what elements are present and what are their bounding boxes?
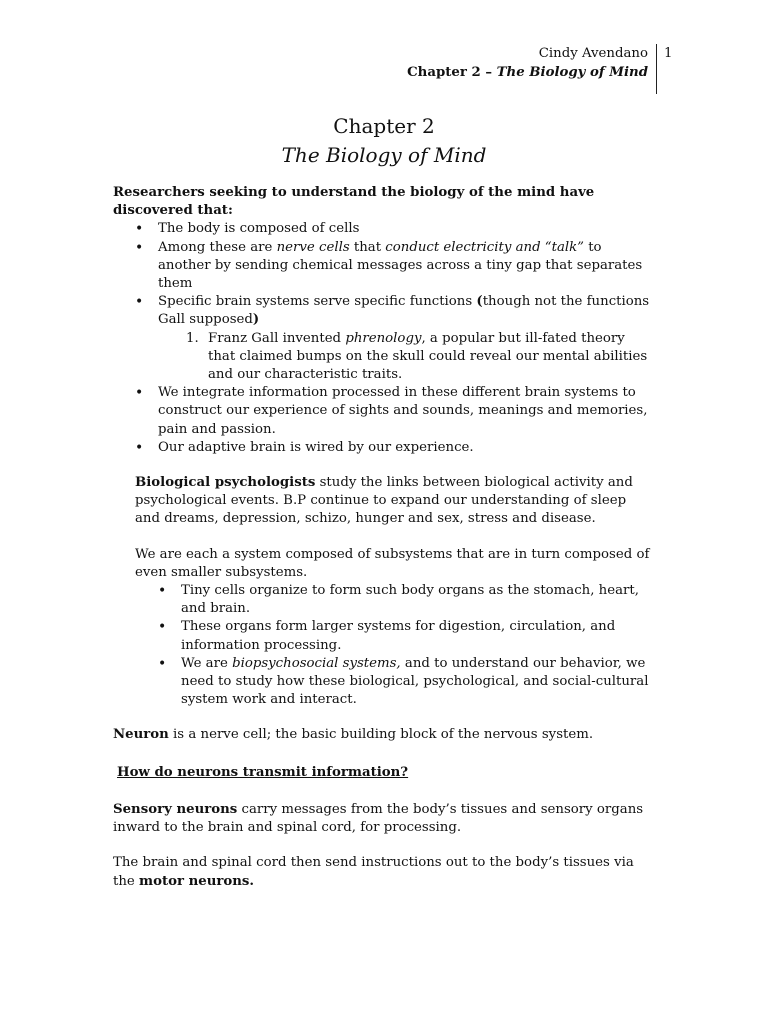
- list-item-text: Specific brain systems serve specific functions: [158, 294, 477, 310]
- author-name: Cindy Avendano: [538, 46, 648, 61]
- list-item-text: though not the functions Gall supposed: [158, 294, 650, 328]
- document-body: [113, 184, 653, 891]
- numbered-item: [113, 330, 653, 385]
- header-chapter-prefix: Chapter 2 –: [407, 64, 497, 80]
- neuron-definition: [113, 726, 653, 744]
- page-header: [407, 45, 648, 82]
- intro-heading: Researchers seeking to understand the biology of the mind have discovered that:: [113, 185, 595, 219]
- paragraph-text: is a nerve cell; the basic building block of the nervous system.: [168, 727, 594, 743]
- list-item-text: Our adaptive brain is wired by our experience.: [158, 439, 474, 455]
- sensory-paragraph: [113, 801, 653, 837]
- paren-close: ): [252, 312, 260, 328]
- intro-list: [113, 220, 653, 329]
- paragraph-text: study the links between biological activity and psychological events. B.P continue to expand our understanding of sleep and dreams, depression, schizo, hunger and sex, stress and disease.: [135, 475, 633, 527]
- list-item: [113, 618, 653, 654]
- list-item: [113, 220, 653, 238]
- list-item-text: to another by sending chemical messages across a tiny gap that separates them: [158, 239, 643, 292]
- list-item-text: and to understand our behavior, we need to study how these biological, psychological, and social-cultural system work and interact.: [181, 655, 649, 708]
- term-biological-psychologists: Biological psychologists: [135, 475, 316, 491]
- list-item: [113, 384, 653, 439]
- term-neuron: Neuron: [113, 727, 169, 743]
- paragraph-text: carry messages from the body’s tissues and sensory organs inward to the brain and spinal cord, for processing.: [113, 801, 644, 836]
- list-item: [113, 582, 653, 618]
- system-paragraph: We are each a system composed of subsystems that are in turn composed of even smaller subsystems.: [135, 546, 650, 580]
- list-item: [113, 655, 653, 710]
- term-phrenology: phrenology: [345, 330, 422, 346]
- list-item-text: that: [349, 239, 386, 255]
- chapter-title: [0, 112, 768, 170]
- chapter-number: Chapter 2: [333, 114, 435, 138]
- list-item: [113, 293, 653, 329]
- section-question-heading: How do neurons transmit information?: [117, 764, 409, 780]
- term-biopsychosocial: biopsychosocial systems,: [232, 655, 401, 671]
- list-item-text: We are: [181, 655, 233, 671]
- motor-paragraph: [113, 854, 653, 890]
- term-nerve-cells: nerve cells: [276, 239, 350, 255]
- list-item-text: Tiny cells organize to form such body organs as the stomach, heart, and brain.: [181, 583, 639, 617]
- bio-paragraph: [113, 474, 653, 529]
- header-divider: [656, 44, 657, 94]
- paragraph-text: The brain and spinal cord then send instructions out to the body’s tissues via the: [113, 855, 634, 889]
- term-sensory-neurons: Sensory neurons: [113, 801, 238, 817]
- page-number: 1: [664, 46, 673, 61]
- list-item-text: Franz Gall invented: [208, 330, 346, 346]
- header-chapter-title: The Biology of Mind: [496, 64, 648, 80]
- list-item-text: Among these are: [158, 239, 277, 255]
- intro-list-continued: [113, 384, 653, 457]
- term-conduct-electricity: conduct electricity and “talk”: [385, 239, 584, 255]
- list-item: [113, 439, 653, 457]
- list-item-text: These organs form larger systems for digestion, circulation, and information processing.: [181, 619, 616, 653]
- list-item-text: We integrate information processed in these different brain systems to construct our experience of sights and sounds, meanings and memories, pain and passion.: [158, 385, 648, 437]
- list-item-text: The body is composed of cells: [158, 221, 360, 237]
- list-item-text: , a popular but ill-fated theory that claimed bumps on the skull could reveal our mental abilities and our characteristic traits.: [208, 330, 648, 383]
- header-chapter: [407, 64, 648, 83]
- system-list: [113, 582, 653, 709]
- chapter-subtitle: The Biology of Mind: [281, 143, 487, 167]
- paren-open: (: [476, 294, 483, 310]
- list-item: [113, 239, 653, 294]
- term-motor-neurons: motor neurons.: [139, 873, 255, 889]
- numbered-sublist: [113, 330, 653, 385]
